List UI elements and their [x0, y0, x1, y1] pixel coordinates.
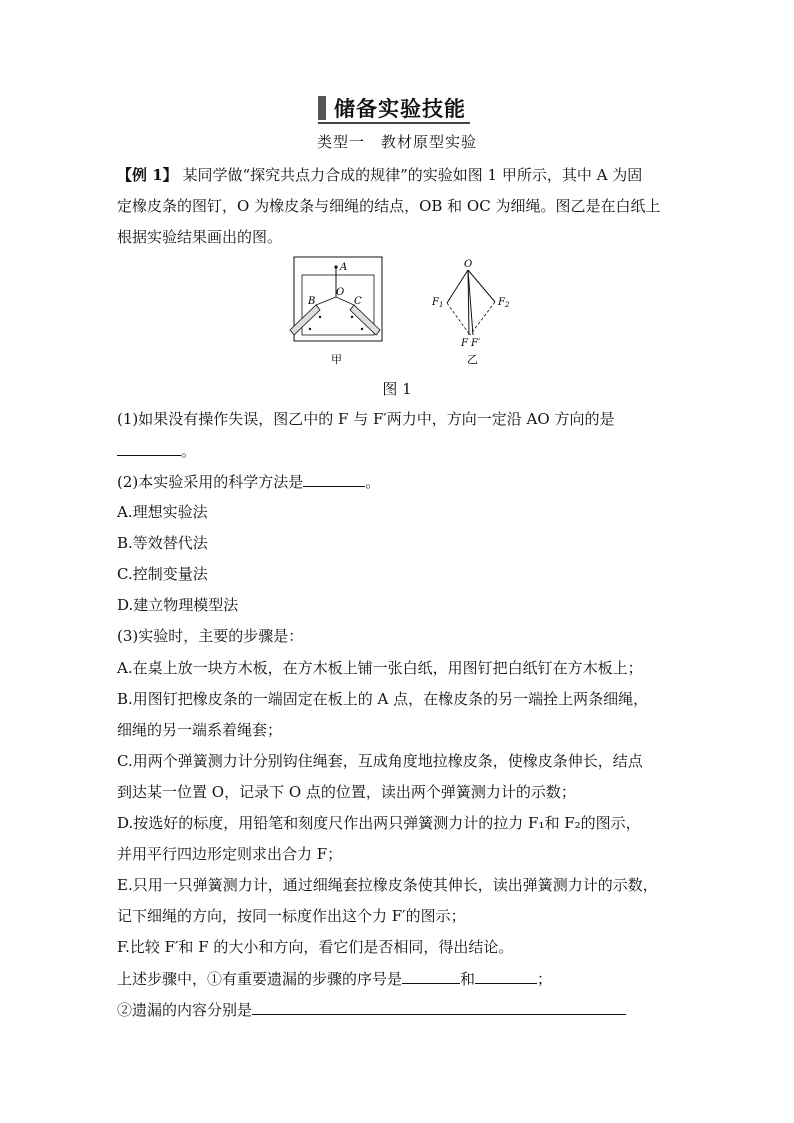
- intro-text-1: 某同学做“探究共点力合成的规律”的实验如图 1 甲所示，其中 A 为固: [182, 166, 643, 184]
- q3-step-a: A.在桌上放一块方木板，在方木板上铺一张白纸，用图钉把白纸钉在方木板上；: [117, 659, 643, 677]
- q3-sub2-text: ②遗漏的内容分别是: [117, 1001, 253, 1019]
- q2-option-a: A.理想实验法: [117, 503, 208, 521]
- q3-step-e-cont: 记下细绳的方向，按同一标度作出这个力 F′的图示；: [117, 907, 466, 925]
- q2-option-b: B.等效替代法: [117, 534, 208, 552]
- intro-line-2: 定橡皮条的图钉，O 为橡皮条与细绳的结点，OB 和 OC 为细绳。图乙是在白纸上: [117, 197, 661, 215]
- figure-1: [280, 255, 530, 375]
- q1-blank[interactable]: [117, 440, 181, 456]
- q3-sub1-text: 上述步骤中，①有重要遗漏的步骤的序号是: [117, 970, 403, 988]
- label-F-prime: F′: [471, 338, 481, 349]
- q3-sub1-line: [117, 968, 552, 989]
- example-label: 【例 1】: [117, 166, 178, 184]
- q3-step-b-cont: 细绳的另一端系着绳套；: [117, 721, 283, 739]
- q2-blank[interactable]: [303, 471, 365, 487]
- q3-step-d-cont: 并用平行四边形定则求出合力 F；: [117, 845, 343, 863]
- q3-step-c: C.用两个弹簧测力计分别钩住绳套，互成角度地拉橡皮条，使橡皮条伸长，结点: [117, 752, 643, 770]
- label-O-right: O: [464, 259, 473, 270]
- q3-sub1-blank-1[interactable]: [402, 968, 460, 984]
- label-C: C: [354, 296, 362, 307]
- title-bar-icon: [318, 96, 326, 120]
- intro-line-1: [117, 165, 642, 185]
- label-F1: $F_1$: [432, 297, 444, 309]
- section-title: [318, 94, 466, 122]
- figure-jia: [290, 257, 382, 366]
- title-underline: [318, 122, 470, 124]
- q2-option-c: C.控制变量法: [117, 565, 208, 583]
- q3-sub1-blank-2[interactable]: [475, 968, 537, 984]
- subtitle: 类型一 教材原型实验: [316, 133, 477, 151]
- figure-caption: 图 1: [382, 380, 412, 398]
- label-F2: $F_2$: [498, 297, 510, 309]
- q3-step-f: F.比较 F′和 F 的大小和方向，看它们是否相同，得出结论。: [117, 938, 514, 956]
- section-title-text: 储备实验技能: [334, 97, 466, 121]
- label-B: B: [308, 296, 316, 307]
- q3-sub1-mid: 和: [460, 970, 476, 988]
- label-A: A: [340, 262, 348, 273]
- q3-step-b: B.用图钉把橡皮条的一端固定在板上的 A 点，在橡皮条的另一端拴上两条细绳，: [117, 690, 649, 708]
- q2-text: (2)本实验采用的科学方法是: [117, 473, 304, 491]
- q3-sub1-tail: ；: [537, 970, 553, 988]
- q1-answer-line: [117, 440, 196, 461]
- label-F: F: [461, 338, 468, 349]
- figure-yi: [431, 259, 510, 366]
- q2-line: [117, 471, 380, 492]
- q1-tail: 。: [181, 442, 197, 460]
- q2-tail: 。: [365, 473, 381, 491]
- label-O-left: O: [336, 287, 345, 298]
- caption-yi: 乙: [467, 353, 478, 366]
- q2-option-d: D.建立物理模型法: [117, 596, 239, 614]
- q3-step-e: E.只用一只弹簧测力计，通过细绳套拉橡皮条使其伸长，读出弹簧测力计的示数，: [117, 876, 658, 894]
- caption-jia: 甲: [331, 353, 342, 366]
- q3-line: (3)实验时，主要的步骤是：: [117, 627, 304, 645]
- q1-line: (1)如果没有操作失误，图乙中的 F 与 F′两力中，方向一定沿 AO 方向的是: [117, 410, 615, 428]
- q3-step-c-cont: 到达某一位置 O，记录下 O 点的位置，读出两个弹簧测力计的示数；: [117, 783, 576, 801]
- q3-step-d: D.按选好的标度，用铅笔和刻度尺作出两只弹簧测力计的拉力 F₁和 F₂的图示，: [117, 814, 641, 832]
- q3-sub2-blank[interactable]: [252, 999, 626, 1015]
- q3-sub2-line: [117, 999, 626, 1020]
- intro-line-3: 根据实验结果画出的图。: [117, 228, 283, 246]
